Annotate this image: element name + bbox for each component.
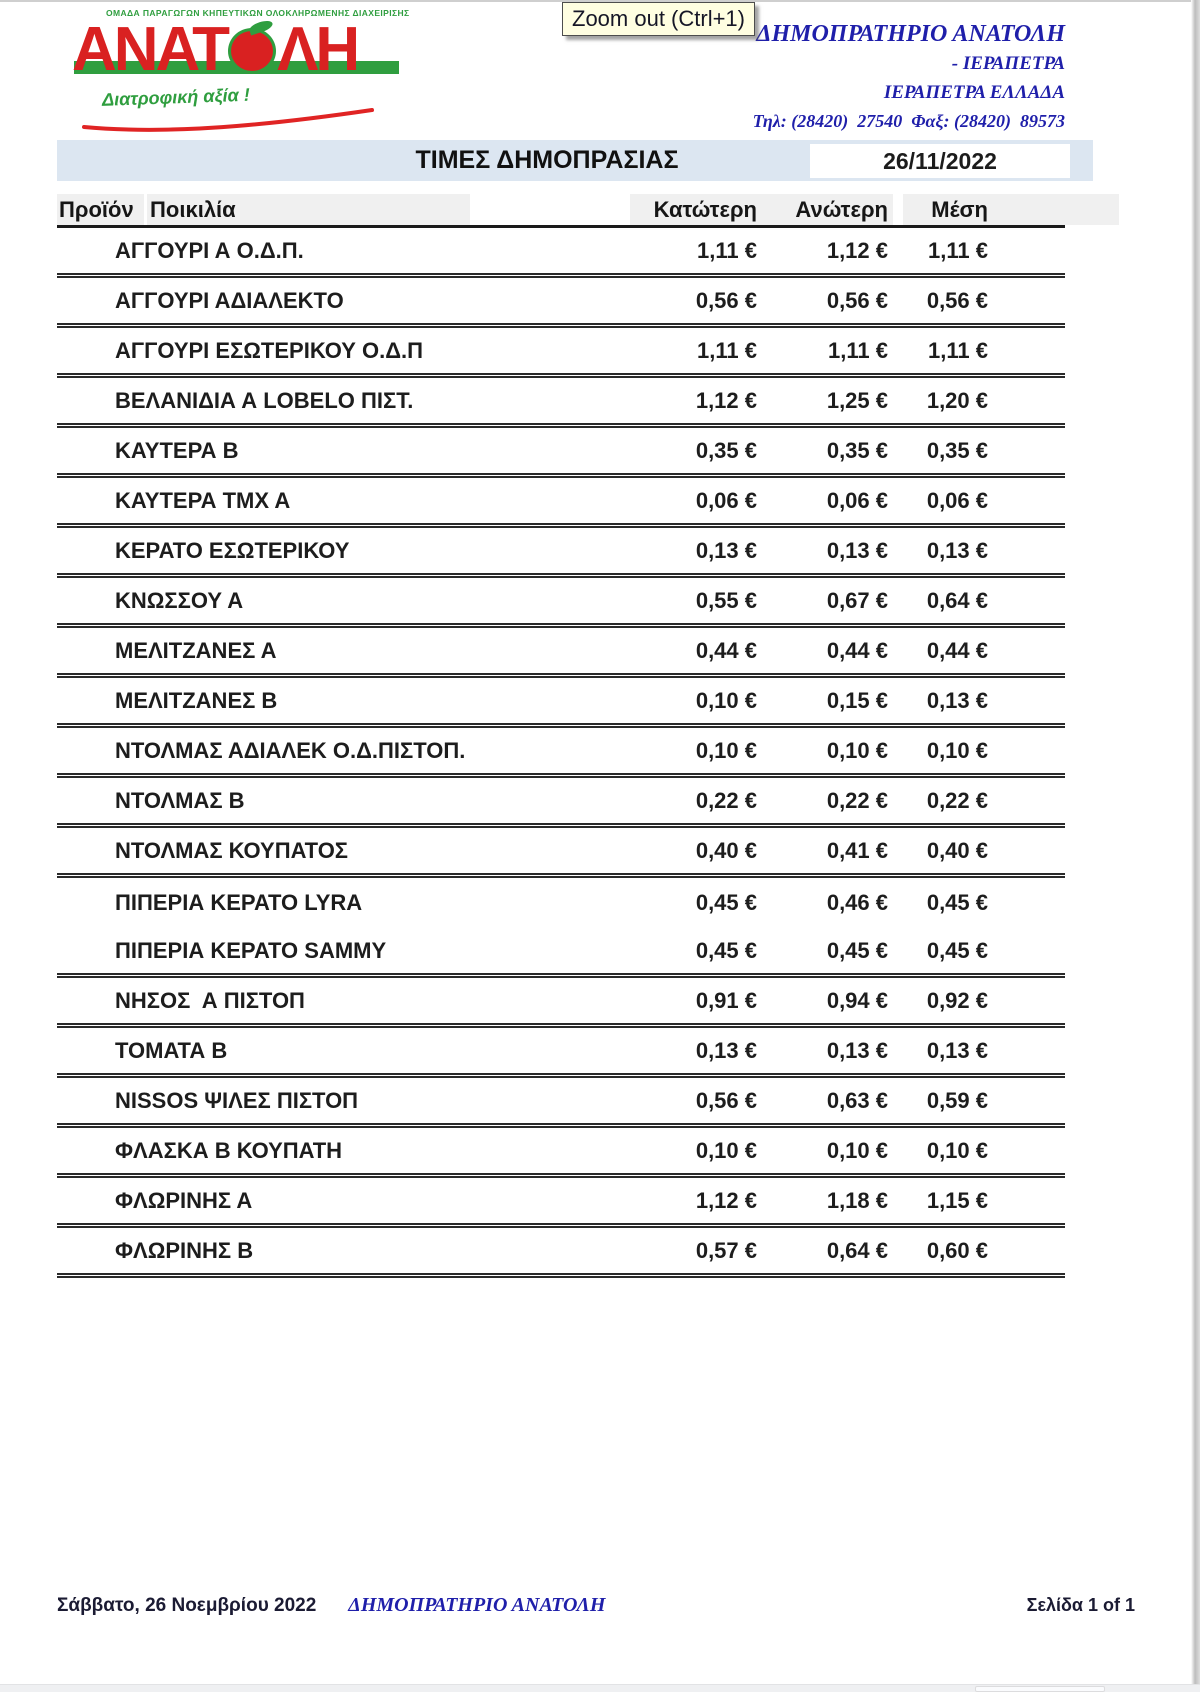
avg-price-cell: 0,13 € — [926, 687, 988, 713]
table-row — [57, 628, 1065, 678]
avg-price-cell: 0,10 € — [926, 1137, 988, 1163]
page-footer — [57, 1594, 1135, 1617]
low-price-cell: 0,13 € — [695, 537, 757, 563]
high-price-cell: 0,35 € — [826, 437, 888, 463]
product-cell: ΚΑΥΤΕΡΑ ΤΜΧ Α — [115, 487, 291, 513]
date-value: 26/11/2022 — [883, 148, 997, 174]
avg-price-cell: 0,35 € — [926, 437, 988, 463]
table-body — [57, 228, 1065, 1278]
low-price-cell: 0,91 € — [695, 987, 757, 1013]
product-cell: ΑΓΓΟΥΡΙ ΕΣΩΤΕΡΙΚΟΥ Ο.Δ.Π — [115, 337, 424, 363]
product-cell: ΠΙΠΕΡΙΑ ΚΕΡΑΤΟ LYRA — [115, 890, 363, 915]
header-low: Κατώτερη — [653, 197, 757, 222]
table-row — [57, 578, 1065, 628]
high-price-cell: 0,46 € — [826, 890, 888, 915]
product-cell: ΚΕΡΑΤΟ ΕΣΩΤΕΡΙΚΟΥ — [115, 537, 350, 563]
product-cell: ΝΤΟΛΜΑΣ ΚΟΥΠΑΤΟΣ — [115, 837, 349, 863]
avg-price-cell: 0,40 € — [926, 837, 988, 863]
horizontal-scrollbar[interactable] — [0, 1684, 1200, 1692]
page-title: ΤΙΜΕΣ ΔΗΜΟΠΡΑΣΙΑΣ — [415, 146, 679, 174]
low-price-cell: 1,11 € — [697, 337, 757, 363]
avg-price-cell: 0,13 € — [926, 537, 988, 563]
letterhead — [525, 20, 1065, 136]
product-cell: ΜΕΛΙΤΖΑΝΕΣ Α — [115, 637, 277, 663]
high-price-cell: 0,13 € — [826, 537, 888, 563]
footer-date: Σάββατο, 26 Νοεμβρίου 2022 — [57, 1595, 317, 1616]
high-price-cell: 0,44 € — [826, 637, 888, 663]
avg-price-cell: 0,06 € — [926, 487, 988, 513]
high-price-cell: 0,67 € — [826, 587, 888, 613]
low-price-cell: 0,45 € — [695, 937, 757, 963]
logo-brand-left: ΑΝΑΤ — [72, 15, 228, 84]
high-price-cell: 0,94 € — [826, 987, 888, 1013]
low-price-cell: 0,57 € — [695, 1237, 757, 1263]
low-price-cell: 1,12 € — [695, 387, 757, 413]
product-cell: ΦΛΩΡΙΝΗΣ Β — [115, 1237, 254, 1263]
logo-swoosh-icon — [80, 107, 380, 133]
avg-price-cell: 0,10 € — [926, 737, 988, 763]
low-price-cell: 0,40 € — [695, 837, 757, 863]
low-price-cell: 0,06 € — [695, 487, 757, 513]
avg-price-cell: 0,64 € — [926, 587, 988, 613]
date-box — [810, 144, 1070, 178]
high-price-cell: 0,41 € — [826, 837, 888, 863]
table-row — [57, 1228, 1065, 1278]
letterhead-org-name: ΔΗΜΟΠΡΑΤΗΡΙΟ ΑΝΑΤΟΛΗ — [756, 21, 1065, 47]
product-cell: ΑΓΓΟΥΡΙ ΑΔΙΑΛΕΚΤΟ — [115, 287, 344, 313]
product-cell: ΒΕΛΑΝΙΔΙΑ Α LOBELO ΠΙΣΤ. — [115, 387, 414, 413]
low-price-cell: 0,22 € — [695, 787, 757, 813]
product-cell: ΝΤΟΛΜΑΣ Β — [115, 787, 245, 813]
table-row — [57, 378, 1065, 428]
low-price-cell: 0,56 € — [695, 1087, 757, 1113]
logo-tagline-top: ΟΜΑΔΑ ΠΑΡΑΓΩΓΩΝ ΚΗΠΕΥΤΙΚΩΝ ΟΛΟΚΛΗΡΩΜΕΝΗΣ ΔΙΑΧΕΙΡΙΣΗΣ — [106, 8, 410, 18]
table-header — [57, 188, 1065, 228]
high-price-cell: 0,06 € — [826, 487, 888, 513]
high-price-cell: 0,45 € — [826, 937, 888, 963]
logo-brand — [72, 15, 417, 84]
product-cell: ΑΓΓΟΥΡΙ Α Ο.Δ.Π. — [115, 237, 304, 263]
high-price-cell: 0,10 € — [826, 737, 888, 763]
product-cell: ΝΤΟΛΜΑΣ ΑΔΙΑΛΕΚ Ο.Δ.ΠΙΣΤΟΠ. — [115, 737, 466, 763]
avg-price-cell: 0,45 € — [926, 937, 988, 963]
table-row — [57, 228, 1065, 278]
product-cell: ΝΗΣΟΣ Α ΠΙΣΤΟΠ — [115, 987, 305, 1013]
letterhead-city: - ΙΕΡΑΠΕΤΡΑ — [951, 53, 1065, 74]
table-row — [57, 678, 1065, 728]
anatoli-logo — [72, 8, 417, 133]
high-price-cell: 1,11 € — [828, 337, 888, 363]
table-row — [57, 928, 1065, 978]
product-cell: NISSOS ΨΙΛΕΣ ΠΙΣΤΟΠ — [115, 1087, 359, 1113]
zoom-out-tooltip — [562, 2, 755, 36]
header-avg: Μέση — [931, 197, 988, 222]
table-row — [57, 278, 1065, 328]
product-cell: ΦΛΑΣΚΑ Β ΚΟΥΠΑΤΗ — [115, 1137, 343, 1163]
table-row — [57, 878, 1065, 928]
table-row — [57, 778, 1065, 828]
avg-price-cell: 0,92 € — [926, 987, 988, 1013]
avg-price-cell: 0,22 € — [926, 787, 988, 813]
low-price-cell: 0,35 € — [695, 437, 757, 463]
table-row — [57, 1128, 1065, 1178]
avg-price-cell: 1,20 € — [926, 387, 988, 413]
table-row — [57, 528, 1065, 578]
tomato-icon — [228, 28, 276, 74]
header-high: Ανώτερη — [795, 197, 888, 222]
avg-price-cell: 0,44 € — [926, 637, 988, 663]
header-product: Προϊόν — [59, 197, 134, 222]
low-price-cell: 0,13 € — [695, 1037, 757, 1063]
logo-tagline-bottom: Διατροφική αξία ! — [101, 84, 251, 110]
table-row — [57, 478, 1065, 528]
avg-price-cell: 0,59 € — [926, 1087, 988, 1113]
product-cell: ΠΙΠΕΡΙΑ ΚΕΡΑΤΟ SAMMY — [115, 937, 387, 963]
high-price-cell: 0,56 € — [826, 287, 888, 313]
avg-price-cell: 1,11 € — [928, 237, 988, 263]
table-row — [57, 828, 1065, 878]
table-row — [57, 978, 1065, 1028]
table-row — [57, 328, 1065, 378]
low-price-cell: 1,11 € — [697, 237, 757, 263]
table-row — [57, 728, 1065, 778]
letterhead-address: ΙΕΡΑΠΕΤΡΑ ΕΛΛΑΔΑ — [883, 82, 1065, 103]
tooltip-label: Zoom out (Ctrl+1) — [572, 6, 745, 31]
high-price-cell: 0,10 € — [826, 1137, 888, 1163]
avg-price-cell: 0,56 € — [926, 287, 988, 313]
product-cell: ΦΛΩΡΙΝΗΣ Α — [115, 1187, 253, 1213]
high-price-cell: 1,18 € — [826, 1187, 888, 1213]
table-row — [57, 1028, 1065, 1078]
table-row — [57, 428, 1065, 478]
table-row — [57, 1078, 1065, 1128]
high-price-cell: 0,22 € — [826, 787, 888, 813]
logo-brand-right: ΛΗ — [277, 15, 358, 84]
vertical-scrollbar[interactable] — [1191, 0, 1200, 1692]
low-price-cell: 0,55 € — [695, 587, 757, 613]
high-price-cell: 1,12 € — [826, 237, 888, 263]
product-cell: ΤΟΜΑΤΑ Β — [115, 1037, 228, 1063]
table-row — [57, 1178, 1065, 1228]
low-price-cell: 0,10 € — [695, 687, 757, 713]
high-price-cell: 0,15 € — [826, 687, 888, 713]
header-variety: Ποικιλία — [150, 197, 236, 222]
low-price-cell: 0,45 € — [695, 890, 757, 915]
low-price-cell: 0,10 € — [695, 1137, 757, 1163]
avg-price-cell: 0,60 € — [926, 1237, 988, 1263]
high-price-cell: 0,13 € — [826, 1037, 888, 1063]
footer-org: ΔΗΜΟΠΡΑΤΗΡΙΟ ΑΝΑΤΟΛΗ — [348, 1594, 606, 1616]
low-price-cell: 0,56 € — [695, 287, 757, 313]
price-table — [57, 188, 1065, 1278]
tomato-leaf-icon — [248, 19, 274, 36]
product-cell: ΚΑΥΤΕΡΑ Β — [115, 437, 239, 463]
high-price-cell: 1,25 € — [826, 387, 888, 413]
low-price-cell: 0,10 € — [695, 737, 757, 763]
product-cell: ΚΝΩΣΣΟΥ Α — [115, 587, 244, 613]
footer-page-number: Σελίδα 1 of 1 — [1026, 1595, 1135, 1615]
low-price-cell: 1,12 € — [695, 1187, 757, 1213]
letterhead-phone-fax: Τηλ: (28420) 27540 Φαξ: (28420) 89573 — [752, 111, 1065, 131]
title-bar — [57, 140, 1093, 181]
avg-price-cell: 0,45 € — [926, 890, 988, 915]
high-price-cell: 0,64 € — [826, 1237, 888, 1263]
high-price-cell: 0,63 € — [826, 1087, 888, 1113]
avg-price-cell: 1,11 € — [928, 337, 988, 363]
product-cell: ΜΕΛΙΤΖΑΝΕΣ Β — [115, 687, 278, 713]
avg-price-cell: 1,15 € — [926, 1187, 988, 1213]
horizontal-scrollbar-thumb[interactable] — [975, 1686, 1105, 1692]
low-price-cell: 0,44 € — [695, 637, 757, 663]
avg-price-cell: 0,13 € — [926, 1037, 988, 1063]
